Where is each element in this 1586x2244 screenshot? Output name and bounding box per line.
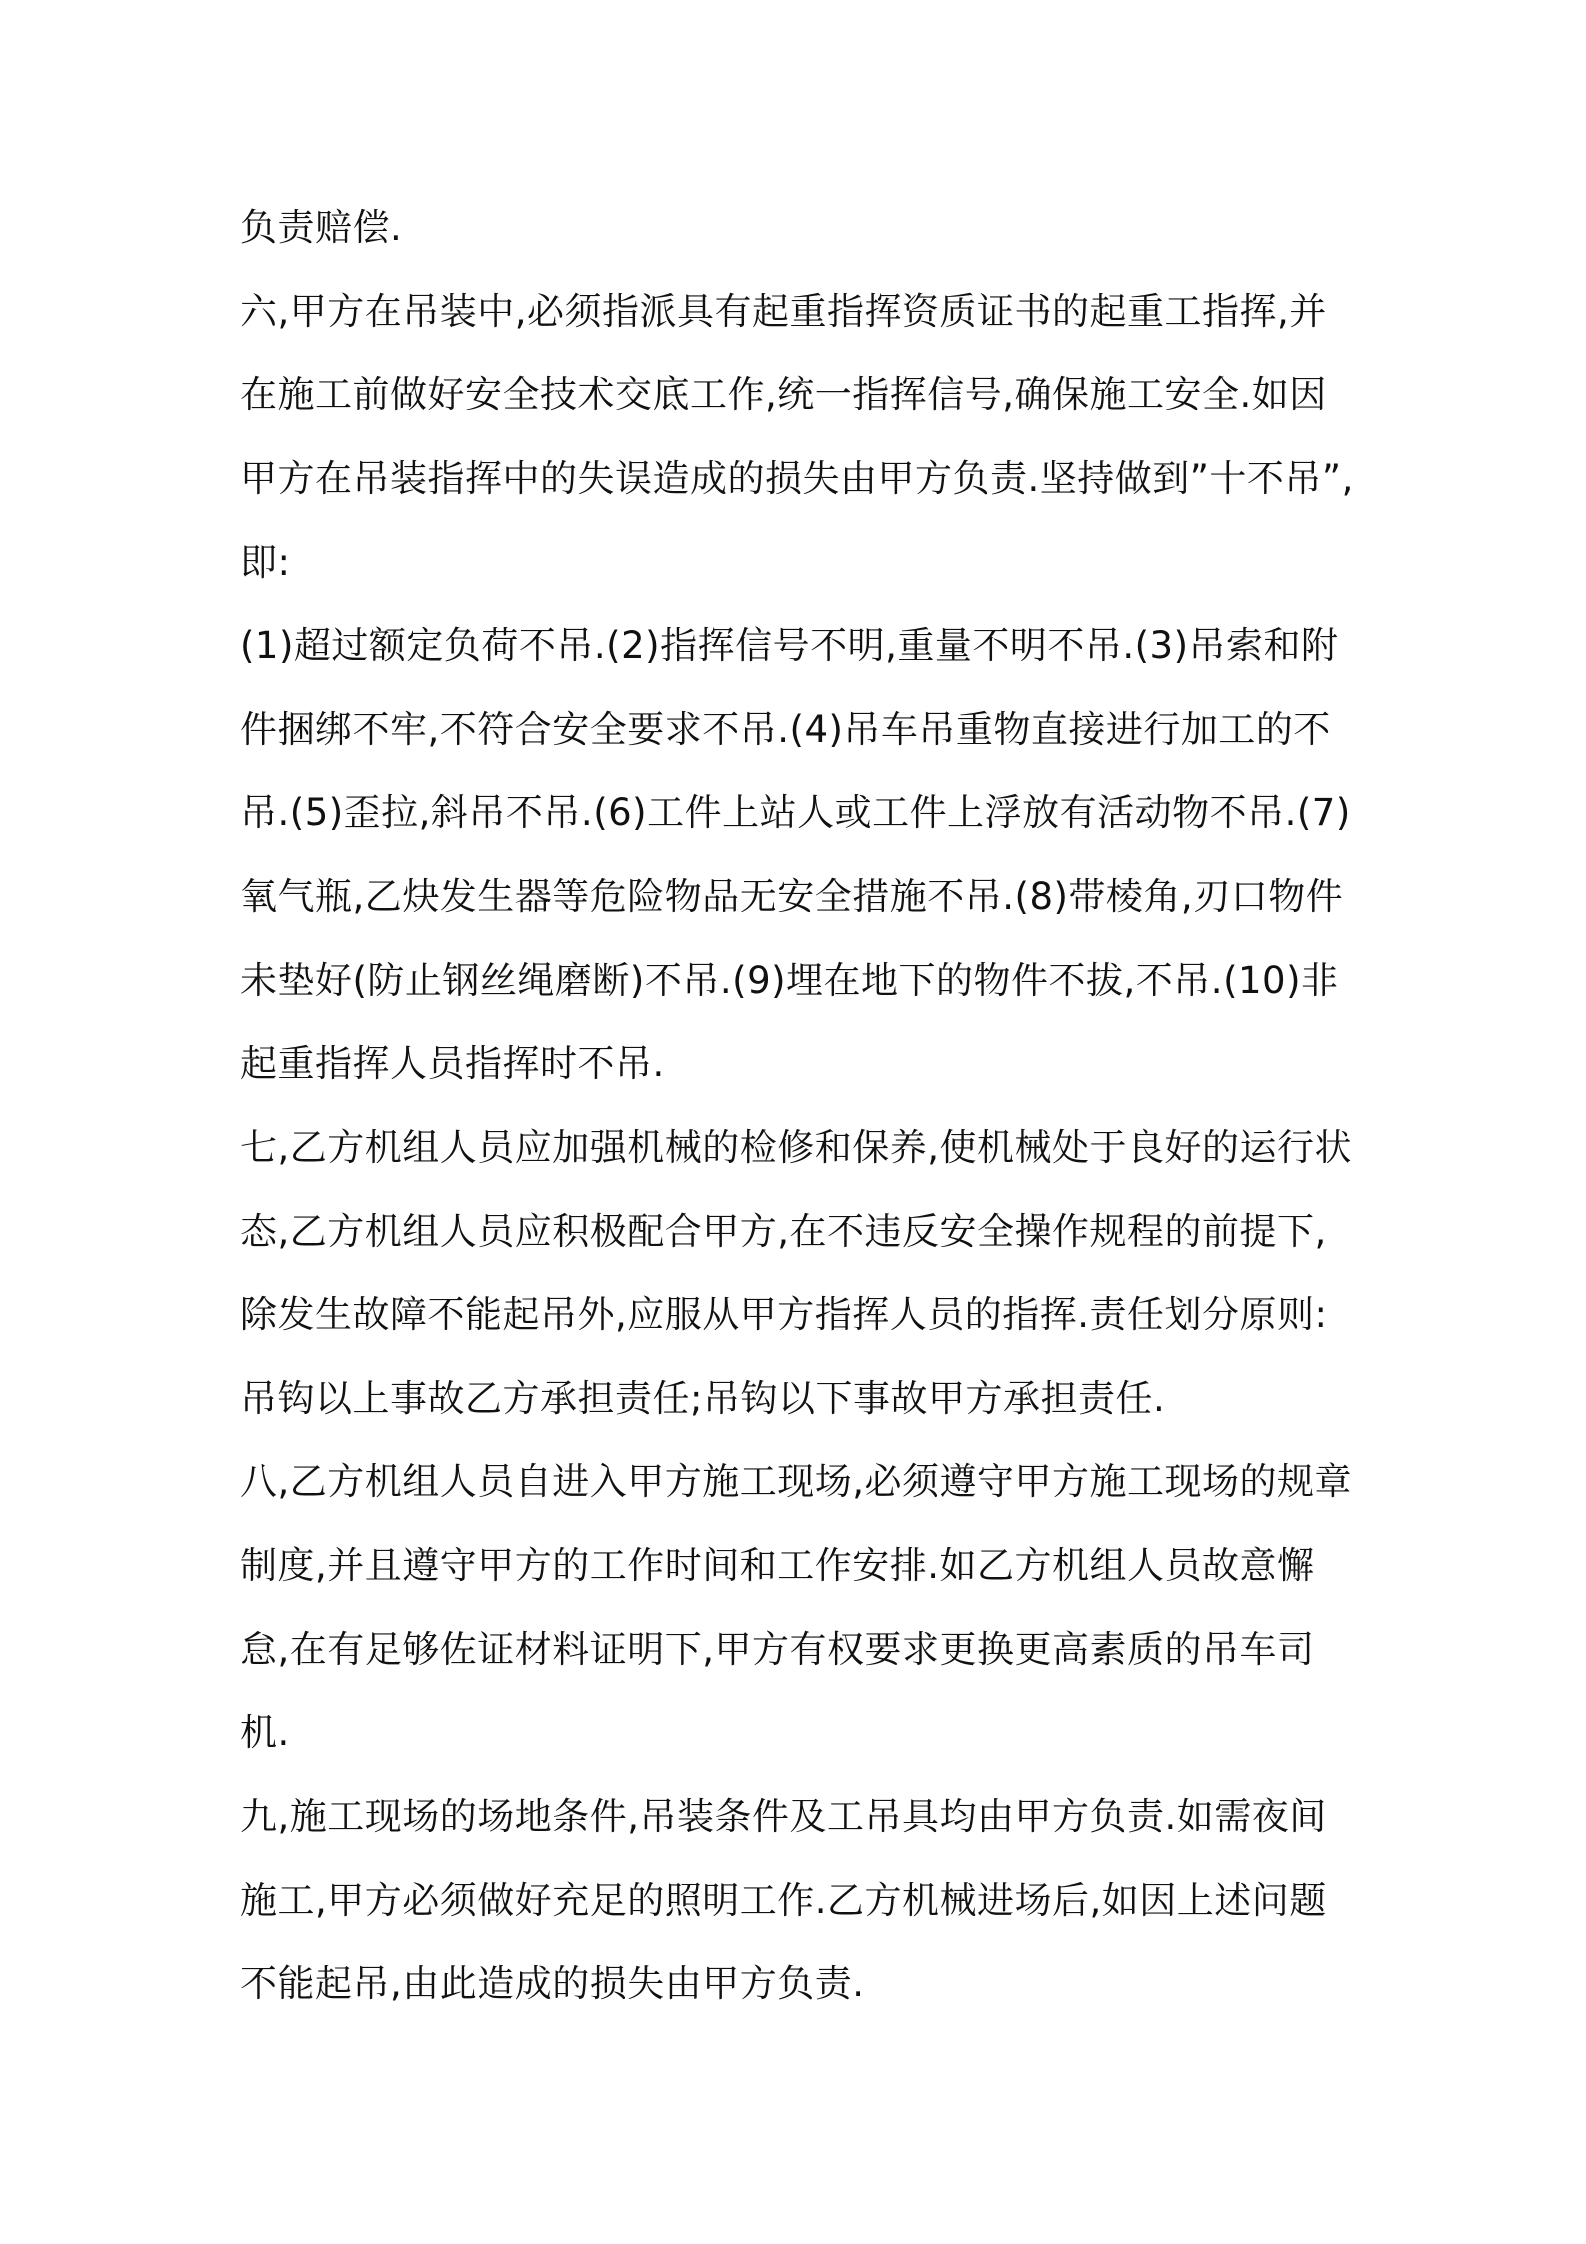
text-line: 怠,在有足够佐证材料证明下,甲方有权要求更换更高素质的吊车司 [240, 1628, 1315, 1671]
text-line: 八,乙方机组人员自进入甲方施工现场,必须遵守甲方施工现场的规章 [240, 1460, 1353, 1503]
text-line: 九,施工现场的场地条件,吊装条件及工吊具均由甲方负责.如需夜间 [240, 1795, 1327, 1838]
text-line: 即: [240, 541, 291, 584]
text-line: (1)超过额定负荷不吊.(2)指挥信号不明,重量不明不吊.(3)吊索和附 [240, 624, 1339, 667]
text-line: 负责赔偿. [240, 206, 403, 249]
text-line: 制度,并且遵守甲方的工作时间和工作安排.如乙方机组人员故意懈 [240, 1544, 1315, 1587]
text-line: 起重指挥人员指挥时不吊. [240, 1042, 665, 1085]
text-line: 除发生故障不能起吊外,应服从甲方指挥人员的指挥.责任划分原则: [240, 1293, 1328, 1336]
text-line: 在施工前做好安全技术交底工作,统一指挥信号,确保施工安全.如因 [240, 373, 1327, 416]
text-line: 六,甲方在吊装中,必须指派具有起重指挥资质证书的起重工指挥,并 [240, 290, 1327, 333]
text-line: 件捆绑不牢,不符合安全要求不吊.(4)吊车吊重物直接进行加工的不 [240, 708, 1331, 751]
text-line: 七,乙方机组人员应加强机械的检修和保养,使机械处于良好的运行状 [240, 1126, 1353, 1169]
text-line: 吊.(5)歪拉,斜吊不吊.(6)工件上站人或工件上浮放有活动物不吊.(7) [240, 791, 1351, 834]
text-line: 态,乙方机组人员应积极配合甲方,在不违反安全操作规程的前提下, [240, 1210, 1327, 1253]
text-line: 氧气瓶,乙炔发生器等危险物品无安全措施不吊.(8)带棱角,刃口物件 [240, 875, 1344, 918]
text-line: 甲方在吊装指挥中的失误造成的损失由甲方负责.坚持做到”十不吊”, [240, 457, 1354, 500]
text-line: 不能起吊,由此造成的损失由甲方负责. [240, 1962, 865, 2005]
text-line: 施工,甲方必须做好充足的照明工作.乙方机械进场后,如因上述问题 [240, 1879, 1327, 1922]
text-line: 吊钩以上事故乙方承担责任;吊钩以下事故甲方承担责任. [240, 1377, 1166, 1420]
text-line: 机. [240, 1711, 290, 1754]
text-line: 未垫好(防止钢丝绳磨断)不吊.(9)埋在地下的物件不拔,不吊.(10)非 [240, 959, 1339, 1002]
